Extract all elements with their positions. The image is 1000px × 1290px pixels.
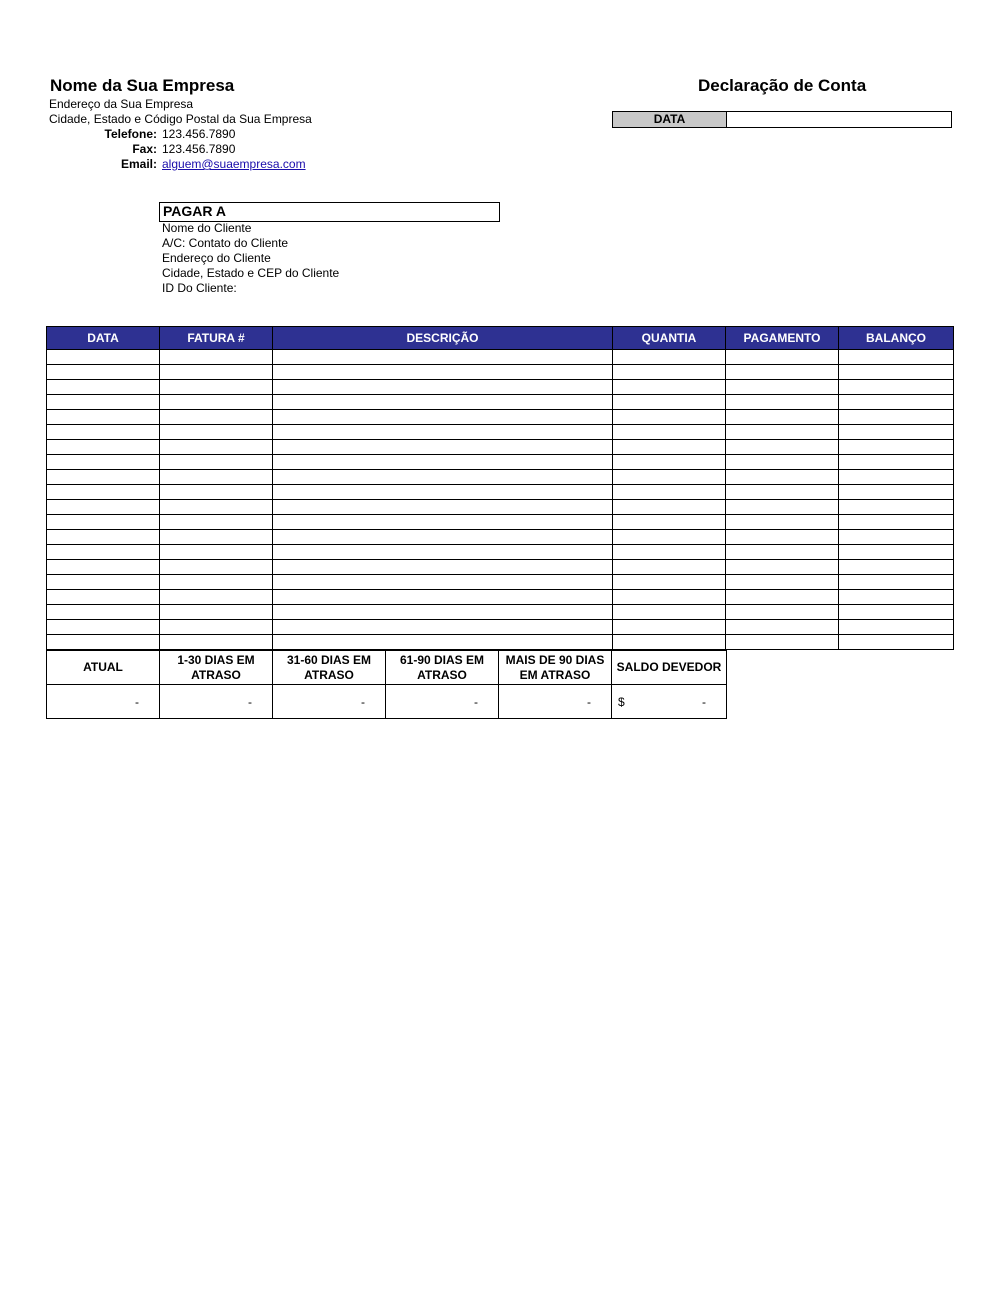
cell-pagamento[interactable] [726,455,839,470]
cell-balanco[interactable] [839,545,954,560]
cell-fatura[interactable] [160,605,273,620]
cell-pagamento[interactable] [726,575,839,590]
statement-table [46,326,954,650]
cell-data[interactable] [47,365,160,380]
aging-table [46,650,727,719]
cell-balanco[interactable] [839,635,954,650]
cell-fatura[interactable] [160,515,273,530]
cell-descricao[interactable] [273,530,613,545]
col-header-data: DATA [47,327,160,350]
cell-quantia[interactable] [613,590,726,605]
cell-balanco[interactable] [839,500,954,515]
cell-descricao[interactable] [273,410,613,425]
aging-value-saldo[interactable] [612,685,727,719]
cell-data[interactable] [47,350,160,365]
cell-fatura[interactable] [160,380,273,395]
cell-fatura[interactable] [160,560,273,575]
cell-pagamento[interactable] [726,470,839,485]
col-header-fatura: FATURA # [160,327,273,350]
table-row [47,455,954,470]
cell-fatura[interactable] [160,590,273,605]
cell-fatura[interactable] [160,530,273,545]
cell-balanco[interactable] [839,575,954,590]
col-header-descricao: DESCRIÇÃO [273,327,613,350]
cell-descricao[interactable] [273,470,613,485]
aging-header-90-plus: MAIS DE 90 DIAS EM ATRASO [499,651,612,685]
cell-data[interactable] [47,410,160,425]
cell-data[interactable] [47,395,160,410]
cell-descricao[interactable] [273,455,613,470]
cell-data[interactable] [47,515,160,530]
table-row [47,425,954,440]
fax-label: Fax: [132,142,157,156]
cell-balanco[interactable] [839,395,954,410]
cell-descricao[interactable] [273,485,613,500]
table-row [47,350,954,365]
cell-quantia[interactable] [613,380,726,395]
cell-pagamento[interactable] [726,380,839,395]
email-link[interactable]: alguem@suaempresa.com [162,157,306,171]
cell-quantia[interactable] [613,350,726,365]
cell-balanco[interactable] [839,530,954,545]
aging-value-61-90[interactable]: - [386,685,499,719]
cell-pagamento[interactable] [726,515,839,530]
fax-value: 123.456.7890 [162,142,236,156]
cell-fatura[interactable] [160,365,273,380]
table-row [47,560,954,575]
cell-fatura[interactable] [160,575,273,590]
phone-value: 123.456.7890 [162,127,236,141]
cell-fatura[interactable] [160,395,273,410]
table-row [47,395,954,410]
cell-quantia[interactable] [613,575,726,590]
cell-data[interactable] [47,560,160,575]
table-row [47,485,954,500]
cell-fatura[interactable] [160,485,273,500]
cell-balanco[interactable] [839,350,954,365]
aging-header-row [47,651,727,685]
cell-descricao[interactable] [273,350,613,365]
cell-fatura[interactable] [160,440,273,455]
cell-quantia[interactable] [613,440,726,455]
cell-data[interactable] [47,530,160,545]
cell-pagamento[interactable] [726,635,839,650]
aging-values-row [47,685,727,719]
aging-header-saldo: SALDO DEVEDOR [612,651,727,685]
cell-descricao[interactable] [273,620,613,635]
cell-data[interactable] [47,500,160,515]
cell-descricao[interactable] [273,515,613,530]
aging-header-1-30: 1-30 DIAS EM ATRASO [160,651,273,685]
cell-quantia[interactable] [613,470,726,485]
cell-quantia[interactable] [613,365,726,380]
cell-fatura[interactable] [160,635,273,650]
aging-header-31-60: 31-60 DIAS EM ATRASO [273,651,386,685]
cell-balanco[interactable] [839,590,954,605]
cell-data[interactable] [47,470,160,485]
table-row [47,440,954,455]
date-box [612,111,952,128]
table-row [47,635,954,650]
cell-descricao[interactable] [273,500,613,515]
cell-fatura[interactable] [160,500,273,515]
cell-data[interactable] [47,440,160,455]
cell-fatura[interactable] [160,545,273,560]
aging-value-90-plus[interactable]: - [499,685,612,719]
phone-label: Telefone: [104,127,157,141]
statement-header-row [47,327,954,350]
cell-pagamento[interactable] [726,545,839,560]
cell-fatura[interactable] [160,410,273,425]
company-address: Endereço da Sua Empresa [49,97,194,111]
cell-balanco[interactable] [839,425,954,440]
table-row [47,500,954,515]
aging-value-atual[interactable]: - [47,685,160,719]
document-title: Declaração de Conta [698,76,867,95]
aging-value-31-60[interactable]: - [273,685,386,719]
table-row [47,545,954,560]
cell-data[interactable] [47,635,160,650]
cell-data[interactable] [47,575,160,590]
cell-data[interactable] [47,545,160,560]
table-row [47,365,954,380]
cell-fatura[interactable] [160,620,273,635]
cell-data[interactable] [47,590,160,605]
email-label: Email: [120,157,157,171]
cell-pagamento[interactable] [726,425,839,440]
cell-data[interactable] [47,455,160,470]
cell-pagamento[interactable] [726,530,839,545]
cell-balanco[interactable] [839,365,954,380]
cell-data[interactable] [47,380,160,395]
table-row [47,530,954,545]
cell-pagamento[interactable] [726,410,839,425]
cell-pagamento[interactable] [726,440,839,455]
client-address: Endereço do Cliente [162,251,271,265]
col-header-quantia: QUANTIA [613,327,726,350]
cell-fatura[interactable] [160,425,273,440]
cell-quantia[interactable] [613,620,726,635]
aging-header-atual: ATUAL [47,651,160,685]
cell-descricao[interactable] [273,380,613,395]
cell-pagamento[interactable] [726,560,839,575]
cell-fatura[interactable] [160,470,273,485]
cell-descricao[interactable] [273,635,613,650]
cell-balanco[interactable] [839,485,954,500]
table-row [47,410,954,425]
cell-balanco[interactable] [839,605,954,620]
cell-descricao[interactable] [273,425,613,440]
statement-body [47,350,954,650]
cell-data[interactable] [47,620,160,635]
cell-balanco[interactable] [839,515,954,530]
cell-quantia[interactable] [613,500,726,515]
company-name: Nome da Sua Empresa [50,76,235,95]
cell-balanco[interactable] [839,410,954,425]
cell-quantia[interactable] [613,635,726,650]
cell-data[interactable] [47,485,160,500]
date-input[interactable] [727,112,951,127]
date-label: DATA [613,112,727,127]
cell-quantia[interactable] [613,455,726,470]
saldo-value: - [702,694,706,709]
client-id: ID Do Cliente: [162,281,237,295]
cell-quantia[interactable] [613,515,726,530]
table-row [47,620,954,635]
cell-balanco[interactable] [839,380,954,395]
cell-data[interactable] [47,425,160,440]
client-city-line: Cidade, Estado e CEP do Cliente [162,266,340,280]
cell-fatura[interactable] [160,455,273,470]
cell-balanco[interactable] [839,455,954,470]
cell-pagamento[interactable] [726,620,839,635]
cell-descricao[interactable] [273,605,613,620]
cell-descricao[interactable] [273,560,613,575]
client-contact: A/C: Contato do Cliente [162,236,289,250]
cell-quantia[interactable] [613,425,726,440]
cell-fatura[interactable] [160,350,273,365]
cell-balanco[interactable] [839,560,954,575]
cell-data[interactable] [47,605,160,620]
cell-descricao[interactable] [273,545,613,560]
cell-descricao[interactable] [273,575,613,590]
col-header-balanco: BALANÇO [839,327,954,350]
table-row [47,575,954,590]
cell-pagamento[interactable] [726,605,839,620]
cell-pagamento[interactable] [726,500,839,515]
table-row [47,515,954,530]
cell-quantia[interactable] [613,605,726,620]
cell-pagamento[interactable] [726,590,839,605]
cell-pagamento[interactable] [726,485,839,500]
cell-balanco[interactable] [839,470,954,485]
cell-quantia[interactable] [613,485,726,500]
cell-pagamento[interactable] [726,365,839,380]
cell-descricao[interactable] [273,590,613,605]
cell-balanco[interactable] [839,440,954,455]
aging-value-1-30[interactable]: - [160,685,273,719]
aging-header-61-90: 61-90 DIAS EM ATRASO [386,651,499,685]
cell-quantia[interactable] [613,530,726,545]
client-name: Nome do Cliente [162,221,252,235]
cell-descricao[interactable] [273,395,613,410]
cell-quantia[interactable] [613,410,726,425]
cell-balanco[interactable] [839,620,954,635]
cell-descricao[interactable] [273,365,613,380]
table-row [47,605,954,620]
cell-quantia[interactable] [613,560,726,575]
table-row [47,470,954,485]
col-header-pagamento: PAGAMENTO [726,327,839,350]
cell-quantia[interactable] [613,545,726,560]
table-row [47,590,954,605]
bill-to-title: PAGAR A [159,202,500,222]
cell-pagamento[interactable] [726,350,839,365]
saldo-currency: $ [618,694,625,709]
table-row [47,380,954,395]
cell-pagamento[interactable] [726,395,839,410]
company-city-line: Cidade, Estado e Código Postal da Sua Empresa [49,112,312,126]
cell-quantia[interactable] [613,395,726,410]
cell-descricao[interactable] [273,440,613,455]
